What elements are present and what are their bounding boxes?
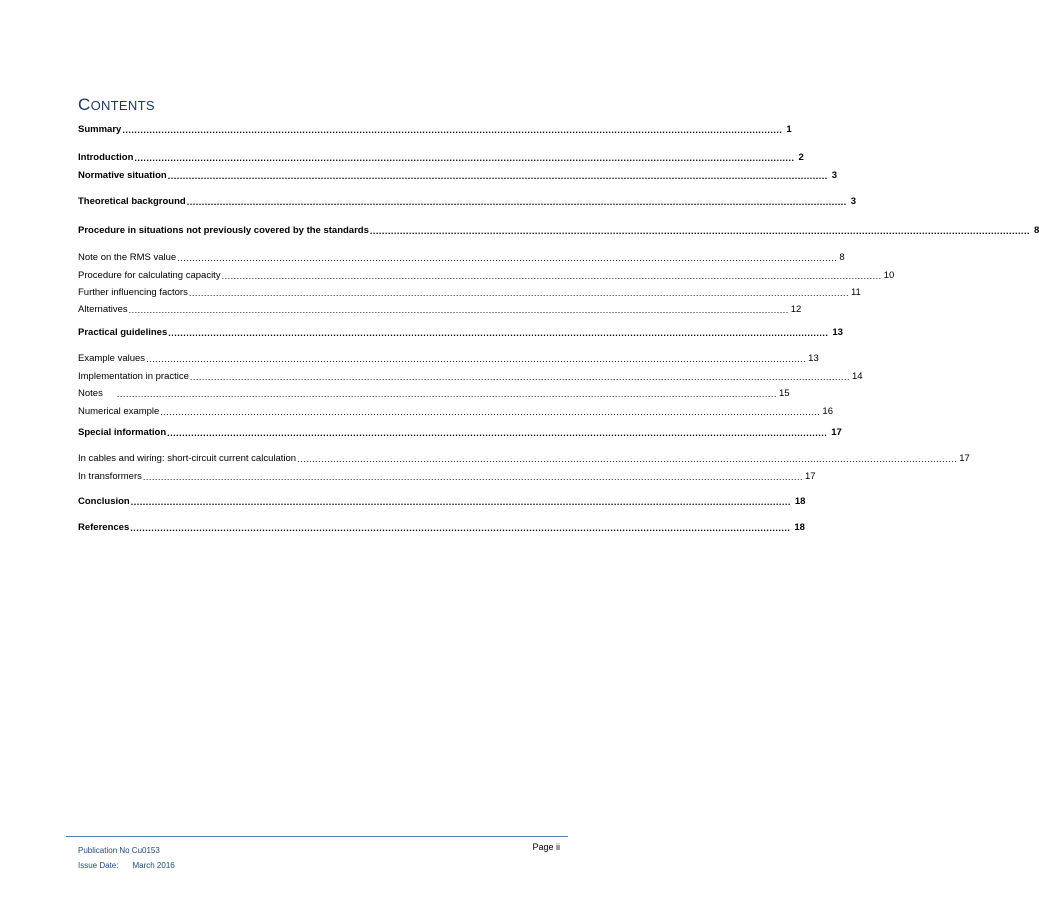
toc-leader: ............................................................................................................................................................................................................................	[116, 389, 777, 399]
contents-heading-initial: C	[78, 95, 91, 114]
toc-entry-example-values[interactable]	[78, 351, 819, 367]
toc-entry-label: Introduction	[78, 152, 134, 163]
toc-entry-label: Further influencing factors	[78, 287, 188, 298]
toc-entry-label: Procedure in situations not previously covered by the standards	[78, 225, 369, 236]
toc-entry-page: 18	[794, 522, 805, 533]
toc-leader: ............................................................................................................................................................................................................................	[221, 271, 882, 281]
toc-leader: ............................................................................................................................................................................................................................	[186, 197, 847, 207]
toc-entry-label: Note on the RMS value	[78, 252, 177, 263]
toc-entry-page: 3	[850, 196, 857, 207]
toc-leader: ............................................................................................................................................................................................................................	[297, 454, 958, 464]
toc-leader: ............................................................................................................................................................................................................................	[168, 328, 829, 338]
toc-entry-summary[interactable]	[78, 122, 792, 138]
toc-entry-implementation[interactable]	[78, 369, 863, 385]
toc-entry-page: 8	[839, 252, 845, 263]
issue-date-line	[78, 858, 175, 873]
toc-entry-label: Practical guidelines	[78, 327, 168, 338]
toc-entry-page: 17	[805, 471, 816, 482]
footer-divider	[66, 836, 568, 837]
toc-leader: ............................................................................................................................................................................................................................	[134, 153, 795, 163]
toc-entry-alternatives[interactable]	[78, 302, 802, 318]
toc-entry-label: In transformers	[78, 471, 142, 482]
toc-leader: ............................................................................................................................................................................................................................	[130, 523, 791, 533]
toc-leader: ............................................................................................................................................................................................................................	[142, 472, 803, 482]
toc-entry-label: Notes	[78, 388, 103, 399]
issue-date-value: March 2016	[132, 861, 175, 870]
toc-leader: ............................................................................................................................................................................................................................	[160, 407, 821, 417]
toc-entry-label: Procedure for calculating capacity	[78, 270, 221, 281]
toc-entry-page: 8	[1034, 225, 1039, 236]
toc-entry-page: 13	[832, 327, 843, 338]
toc-entry-label: Numerical example	[78, 406, 160, 417]
issue-date-label: Issue Date:	[78, 861, 119, 870]
toc-entry-label: Theoretical background	[78, 196, 186, 207]
toc-entry-practical-guidelines[interactable]	[78, 325, 843, 341]
toc-entry-references[interactable]	[78, 520, 805, 536]
toc-leader: ............................................................................................................................................................................................................................	[177, 253, 838, 263]
toc-entry-label: Special information	[78, 427, 167, 438]
toc-entry-introduction[interactable]	[78, 150, 804, 166]
toc-entry-label: Alternatives	[78, 304, 128, 315]
contents-heading	[78, 95, 155, 115]
toc-entry-label: Implementation in practice	[78, 371, 189, 382]
toc-entry-procedure[interactable]	[78, 223, 1039, 239]
toc-leader: ............................................................................................................................................................................................................................	[369, 226, 1030, 236]
toc-entry-page: 3	[831, 170, 838, 181]
publication-number: Publication No Cu0153	[78, 846, 160, 855]
toc-leader: ............................................................................................................................................................................................................................	[128, 305, 789, 315]
toc-leader: ............................................................................................................................................................................................................................	[122, 125, 783, 135]
toc-entry-page: 17	[959, 453, 970, 464]
toc-entry-page: 1	[786, 124, 792, 135]
toc-entry-label: Summary	[78, 124, 122, 135]
toc-entry-page: 12	[790, 304, 802, 315]
toc-entry-page: 14	[852, 371, 863, 382]
toc-entry-label: Example values	[78, 353, 146, 364]
toc-leader: ............................................................................................................................................................................................................................	[189, 372, 850, 382]
toc-entry-influencing-factors[interactable]	[78, 285, 861, 301]
toc-leader: ............................................................................................................................................................................................................................	[167, 428, 828, 438]
toc-entry-page: 11	[850, 287, 861, 298]
toc-entry-page: 18	[794, 496, 806, 507]
toc-leader: ............................................................................................................................................................................................................................	[146, 354, 807, 364]
toc-entry-page: 17	[831, 427, 842, 438]
toc-entry-normative-situation[interactable]	[78, 168, 838, 184]
toc-leader: ............................................................................................................................................................................................................................	[130, 497, 791, 507]
toc-entry-special-information[interactable]	[78, 425, 842, 441]
toc-entry-label: Normative situation	[78, 170, 167, 181]
toc-entry-notes[interactable]	[78, 386, 790, 402]
toc-entry-conclusion[interactable]	[78, 494, 806, 510]
toc-entry-page: 13	[808, 353, 819, 364]
toc-entry-calculating-capacity[interactable]	[78, 268, 895, 284]
toc-entry-label: References	[78, 522, 130, 533]
toc-entry-numerical-example[interactable]	[78, 404, 833, 420]
toc-entry-cables-wiring[interactable]	[78, 451, 970, 467]
toc-entry-rms-note[interactable]	[78, 250, 845, 266]
toc-entry-label: Conclusion	[78, 496, 130, 507]
toc-leader: ............................................................................................................................................................................................................................	[167, 171, 828, 181]
toc-entry-page: 16	[822, 406, 833, 417]
contents-heading-rest: ONTENTS	[90, 98, 155, 113]
page-number: Page ii	[532, 842, 560, 852]
toc-entry-transformers[interactable]	[78, 469, 816, 485]
toc-entry-page: 10	[883, 270, 895, 281]
toc-leader: ............................................................................................................................................................................................................................	[188, 288, 849, 298]
toc-entry-page: 2	[798, 152, 804, 163]
footer-publication-info	[78, 843, 175, 873]
toc-entry-theoretical-background[interactable]	[78, 194, 857, 210]
toc-entry-page: 15	[778, 388, 790, 399]
toc-entry-label: In cables and wiring: short-circuit current calculation	[78, 453, 297, 464]
